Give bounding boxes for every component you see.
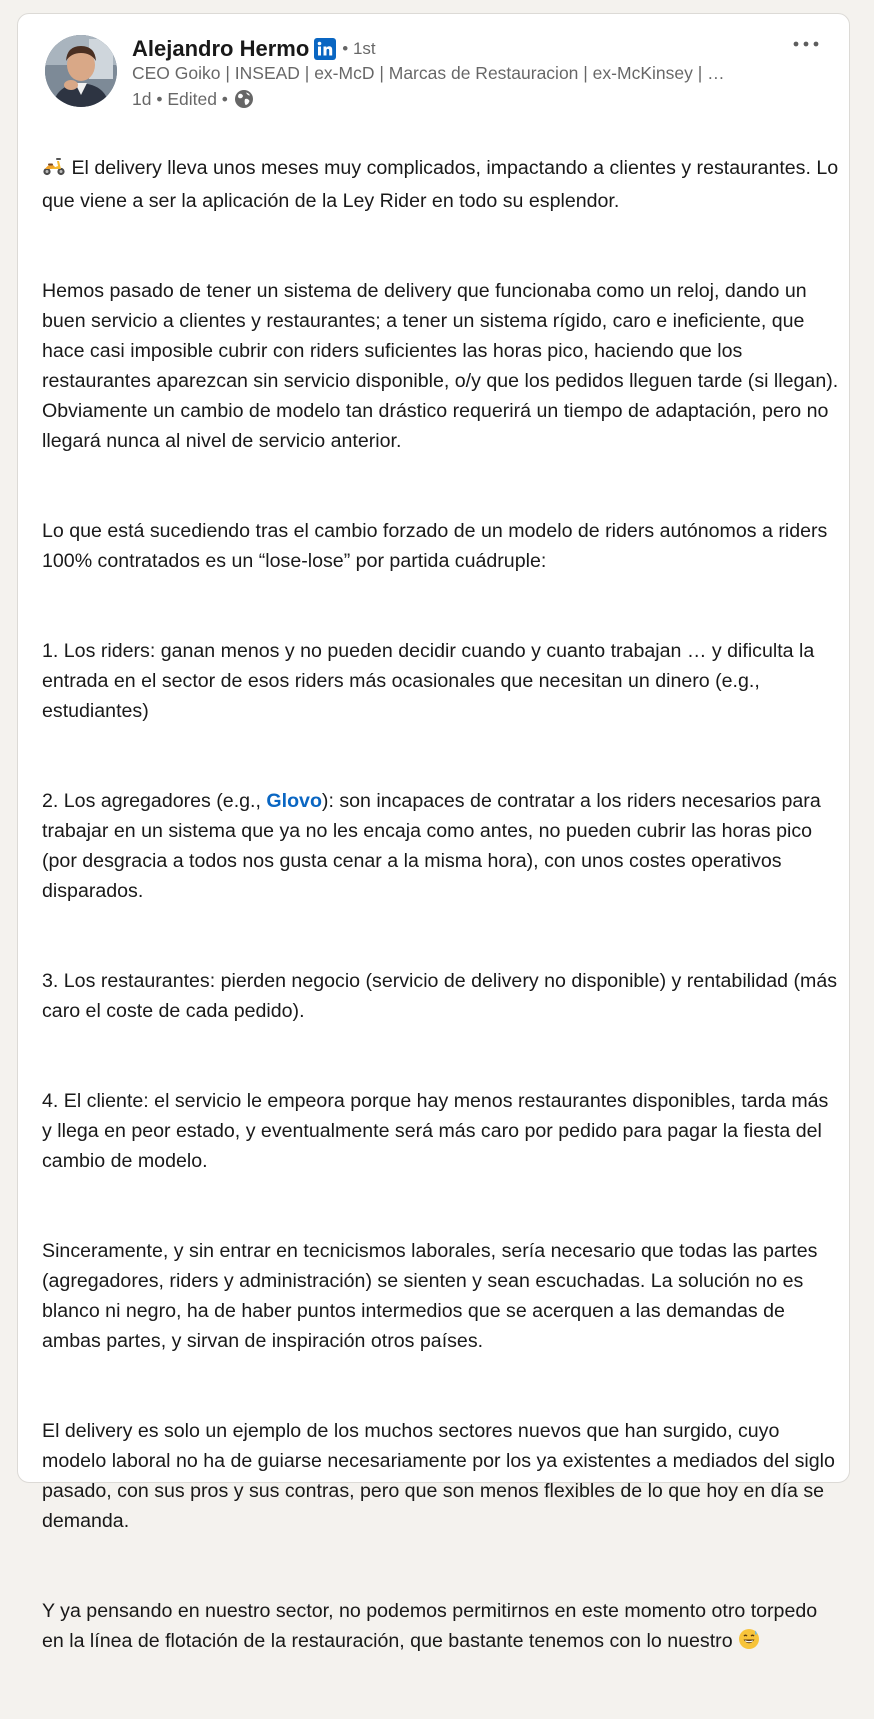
connection-degree: • 1st	[342, 39, 376, 58]
post-paragraph: 1. Los riders: ganan menos y no pueden decidir cuando y cuanto trabajan … y dificulta la entrada en el sector de esos riders más ocasionales que necesitan un dinero (e.g., estudiantes)	[42, 640, 815, 722]
more-options-button[interactable]	[789, 32, 823, 56]
post-paragraph: 4. El cliente: el servicio le empeora porque hay menos restaurantes disponibles, tarda más y llega en peor estado, y eventualmente será más caro por pedido para pagar la fiesta del cambio de modelo.	[42, 1090, 829, 1172]
post-body	[42, 123, 842, 1719]
paragraph-text: El delivery lleva unos meses muy complicados, impactando a clientes y restaurantes. Lo que viene a ser la aplicación de la Ley Rider en todo su esplendor.	[42, 157, 839, 212]
post-timestamp: 1d • Edited •	[132, 88, 228, 109]
scooter-emoji-icon	[42, 155, 66, 186]
linkedin-icon	[314, 38, 336, 60]
paragraph-text: ): son incapaces de contratar a los riders necesarios para trabajar en un sistema que ya no les encaja como antes, no pueden cubrir las horas pico (por desgracia a todos nos gusta cenar a la misma hora), con unos costes operativos disparados.	[42, 790, 821, 902]
post-paragraph: 3. Los restaurantes: pierden negocio (servicio de delivery no disponible) y rentabilidad (más caro el coste de cada pedido).	[42, 970, 838, 1022]
paragraph-text: Y ya pensando en nuestro sector, no podemos permitirnos en este momento otro torpedo en la línea de flotación de la restauración, que bastante tenemos con lo nuestro	[42, 1600, 818, 1652]
paragraph-text: 2. Los agregadores (e.g.,	[42, 790, 267, 812]
author-avatar[interactable]	[45, 35, 117, 107]
more-horizontal-icon	[793, 41, 819, 47]
post-paragraph: Sinceramente, y sin entrar en tecnicismos laborales, sería necesario que todas las partes (agregadores, riders y administración) se sienten y sean escuchadas. La solución no es blanco ni negro, ha de haber puntos intermedios que se acerquen a las demandas de ambas partes, y sirvan de inspiración otros países.	[42, 1240, 818, 1352]
post-paragraph	[42, 1596, 842, 1659]
post-paragraph	[42, 153, 842, 216]
post-card	[17, 13, 850, 1652]
post-paragraph: El delivery es solo un ejemplo de los muchos sectores nuevos que han surgido, cuyo modelo laboral no ha de guiarse necesariamente por los ya existentes a mediados del siglo pasado, con sus pros y sus contras, pero que son menos flexibles de lo que hoy en día se demanda.	[42, 1420, 835, 1532]
post-meta	[132, 87, 254, 111]
author-name-line	[132, 34, 376, 64]
post-paragraph: Hemos pasado de tener un sistema de delivery que funcionaba como un reloj, dando un buen servicio a clientes y restaurantes; a tener un sistema rígido, caro e ineficiente, que hace casi imposible cubrir con riders suficientes las horas pico, haciendo que los restaurantes aparezcan sin servicio disponible, o/y que los pedidos lleguen tarde (si llegan). Obviamente un cambio de modelo tan drástico requerirá un tiempo de adaptación, pero no llegará nunca al nivel de servicio anterior.	[42, 280, 839, 452]
author-name[interactable]: Alejandro Hermo	[132, 36, 310, 61]
globe-icon	[234, 89, 254, 109]
avatar-photo	[45, 35, 117, 107]
company-mention-link[interactable]: Glovo	[266, 790, 322, 812]
post-paragraph: Lo que está sucediendo tras el cambio forzado de un modelo de riders autónomos a riders 100% contratados es un “lose-lose” por partida cuádruple:	[42, 520, 828, 572]
author-headline: CEO Goiko | INSEAD | ex-McD | Marcas de Restauracion | ex-McKinsey | …	[132, 63, 725, 83]
grinning-sweat-emoji-icon	[738, 1628, 760, 1659]
post-paragraph	[42, 786, 842, 906]
